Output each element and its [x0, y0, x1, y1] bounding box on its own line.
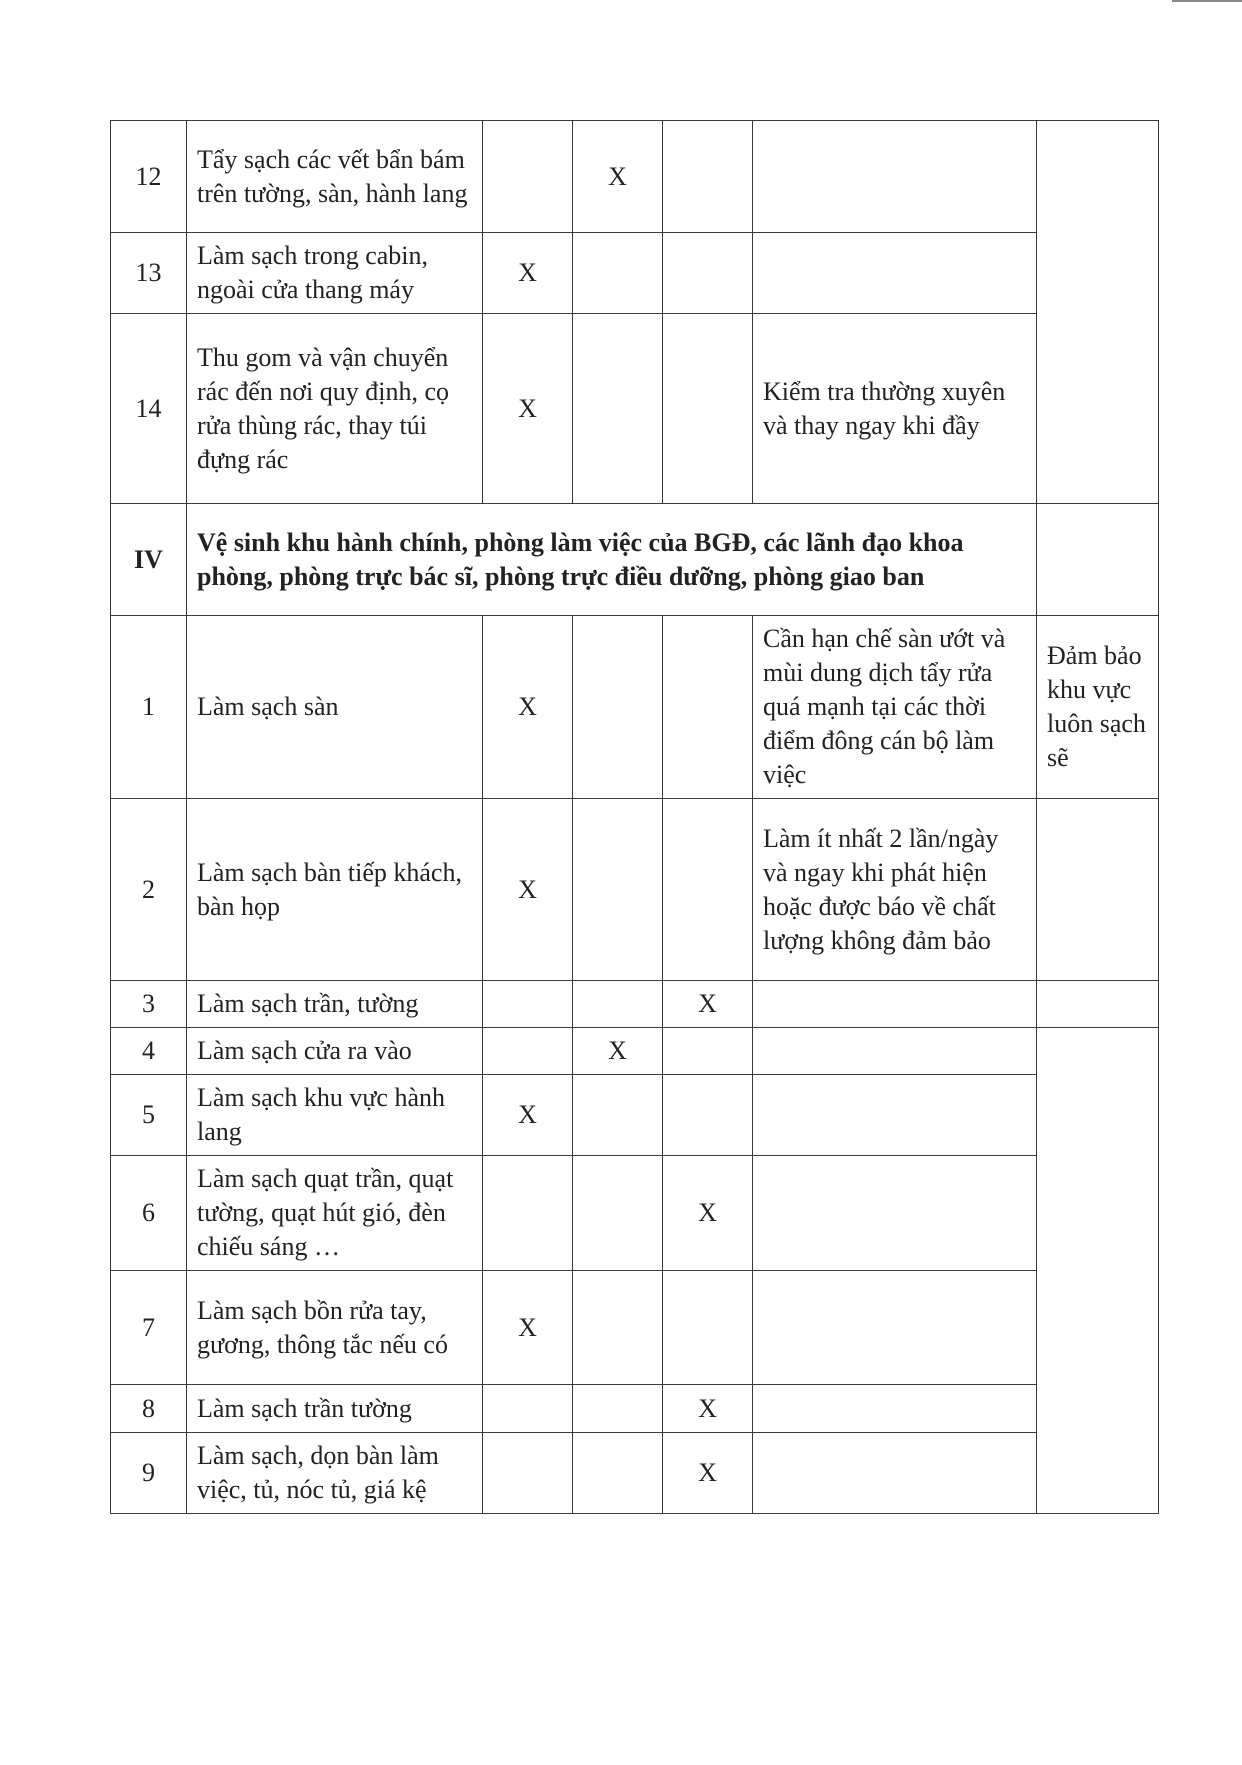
section-empty-cell: [1037, 504, 1159, 616]
freq-col-1: [483, 1028, 573, 1075]
freq-col-1: X: [483, 1075, 573, 1156]
freq-col-1: X: [483, 314, 573, 504]
freq-col-2: [573, 1385, 663, 1433]
table-row: [111, 233, 1159, 314]
freq-col-2: [573, 233, 663, 314]
table-row: [111, 1156, 1159, 1271]
freq-col-1: [483, 981, 573, 1028]
freq-col-1: [483, 121, 573, 233]
freq-col-1: [483, 1156, 573, 1271]
row-number: 3: [111, 981, 187, 1028]
table-row: [111, 981, 1159, 1028]
note-cell: Cần hạn chế sàn ướt và mùi dung dịch tẩy rửa quá mạnh tại các thời điểm đông cán bộ làm việc: [753, 616, 1037, 799]
scan-edge-mark: [1172, 0, 1242, 2]
freq-col-3: X: [663, 1156, 753, 1271]
note-cell: [753, 1385, 1037, 1433]
section-title: Vệ sinh khu hành chính, phòng làm việc của BGĐ, các lãnh đạo khoa phòng, phòng trực bác sĩ, phòng trực điều dưỡng, phòng giao ban: [187, 504, 1037, 616]
note-cell: Làm ít nhất 2 lần/ngày và ngay khi phát hiện hoặc được báo về chất lượng không đảm bảo: [753, 799, 1037, 981]
row-number: 6: [111, 1156, 187, 1271]
task-cell: Làm sạch bồn rửa tay, gương, thông tắc nếu có: [187, 1271, 483, 1385]
freq-col-1: X: [483, 1271, 573, 1385]
requirement-merged-cell: [1037, 1028, 1159, 1514]
freq-col-2: [573, 616, 663, 799]
section-number: IV: [111, 504, 187, 616]
freq-col-3: [663, 314, 753, 504]
freq-col-2: [573, 1075, 663, 1156]
table-row: [111, 1433, 1159, 1514]
task-cell: Làm sạch quạt trần, quạt tường, quạt hút gió, đèn chiếu sáng …: [187, 1156, 483, 1271]
requirement-cell: Đảm bảo khu vực luôn sạch sẽ: [1037, 616, 1159, 799]
note-cell: [753, 981, 1037, 1028]
row-number: 13: [111, 233, 187, 314]
freq-col-1: X: [483, 799, 573, 981]
row-number: 1: [111, 616, 187, 799]
cleaning-schedule-table: [110, 120, 1159, 1514]
table-row: [111, 1075, 1159, 1156]
freq-col-3: [663, 799, 753, 981]
freq-col-3: X: [663, 1433, 753, 1514]
row-number: 12: [111, 121, 187, 233]
freq-col-3: [663, 1028, 753, 1075]
freq-col-2: [573, 1433, 663, 1514]
freq-col-3: X: [663, 1385, 753, 1433]
task-cell: Làm sạch cửa ra vào: [187, 1028, 483, 1075]
section-header-row: [111, 504, 1159, 616]
row-number: 9: [111, 1433, 187, 1514]
note-cell: [753, 121, 1037, 233]
note-cell: [753, 233, 1037, 314]
row-number: 4: [111, 1028, 187, 1075]
table-row: [111, 1028, 1159, 1075]
freq-col-2: X: [573, 1028, 663, 1075]
freq-col-2: [573, 1156, 663, 1271]
note-cell: Kiểm tra thường xuyên và thay ngay khi đầy: [753, 314, 1037, 504]
row-number: 7: [111, 1271, 187, 1385]
note-cell: [753, 1433, 1037, 1514]
freq-col-2: X: [573, 121, 663, 233]
freq-col-1: X: [483, 233, 573, 314]
row-number: 5: [111, 1075, 187, 1156]
task-cell: Làm sạch sàn: [187, 616, 483, 799]
freq-col-3: [663, 1271, 753, 1385]
row-number: 8: [111, 1385, 187, 1433]
task-cell: Làm sạch bàn tiếp khách, bàn họp: [187, 799, 483, 981]
task-cell: Làm sạch, dọn bàn làm việc, tủ, nóc tủ, giá kệ: [187, 1433, 483, 1514]
note-cell: [753, 1028, 1037, 1075]
requirement-empty-cell: [1037, 981, 1159, 1028]
note-cell: [753, 1156, 1037, 1271]
table-row: [111, 314, 1159, 504]
table-row: [111, 799, 1159, 981]
freq-col-1: [483, 1385, 573, 1433]
table-row: [111, 616, 1159, 799]
task-cell: Làm sạch trần, tường: [187, 981, 483, 1028]
note-cell: [753, 1075, 1037, 1156]
freq-col-2: [573, 1271, 663, 1385]
freq-col-2: [573, 314, 663, 504]
table-row: [111, 1385, 1159, 1433]
requirement-cell-top: [1037, 121, 1159, 504]
freq-col-3: X: [663, 981, 753, 1028]
task-cell: Thu gom và vận chuyển rác đến nơi quy định, cọ rửa thùng rác, thay túi đựng rác: [187, 314, 483, 504]
table-row: [111, 1271, 1159, 1385]
freq-col-1: [483, 1433, 573, 1514]
table-row: [111, 121, 1159, 233]
freq-col-3: [663, 233, 753, 314]
task-cell: Tẩy sạch các vết bẩn bám trên tường, sàn, hành lang: [187, 121, 483, 233]
freq-col-1: X: [483, 616, 573, 799]
requirement-empty-cell: [1037, 799, 1159, 981]
row-number: 14: [111, 314, 187, 504]
freq-col-3: [663, 121, 753, 233]
task-cell: Làm sạch khu vực hành lang: [187, 1075, 483, 1156]
freq-col-2: [573, 981, 663, 1028]
freq-col-3: [663, 616, 753, 799]
task-cell: Làm sạch trong cabin, ngoài cửa thang máy: [187, 233, 483, 314]
freq-col-2: [573, 799, 663, 981]
row-number: 2: [111, 799, 187, 981]
task-cell: Làm sạch trần tường: [187, 1385, 483, 1433]
freq-col-3: [663, 1075, 753, 1156]
note-cell: [753, 1271, 1037, 1385]
